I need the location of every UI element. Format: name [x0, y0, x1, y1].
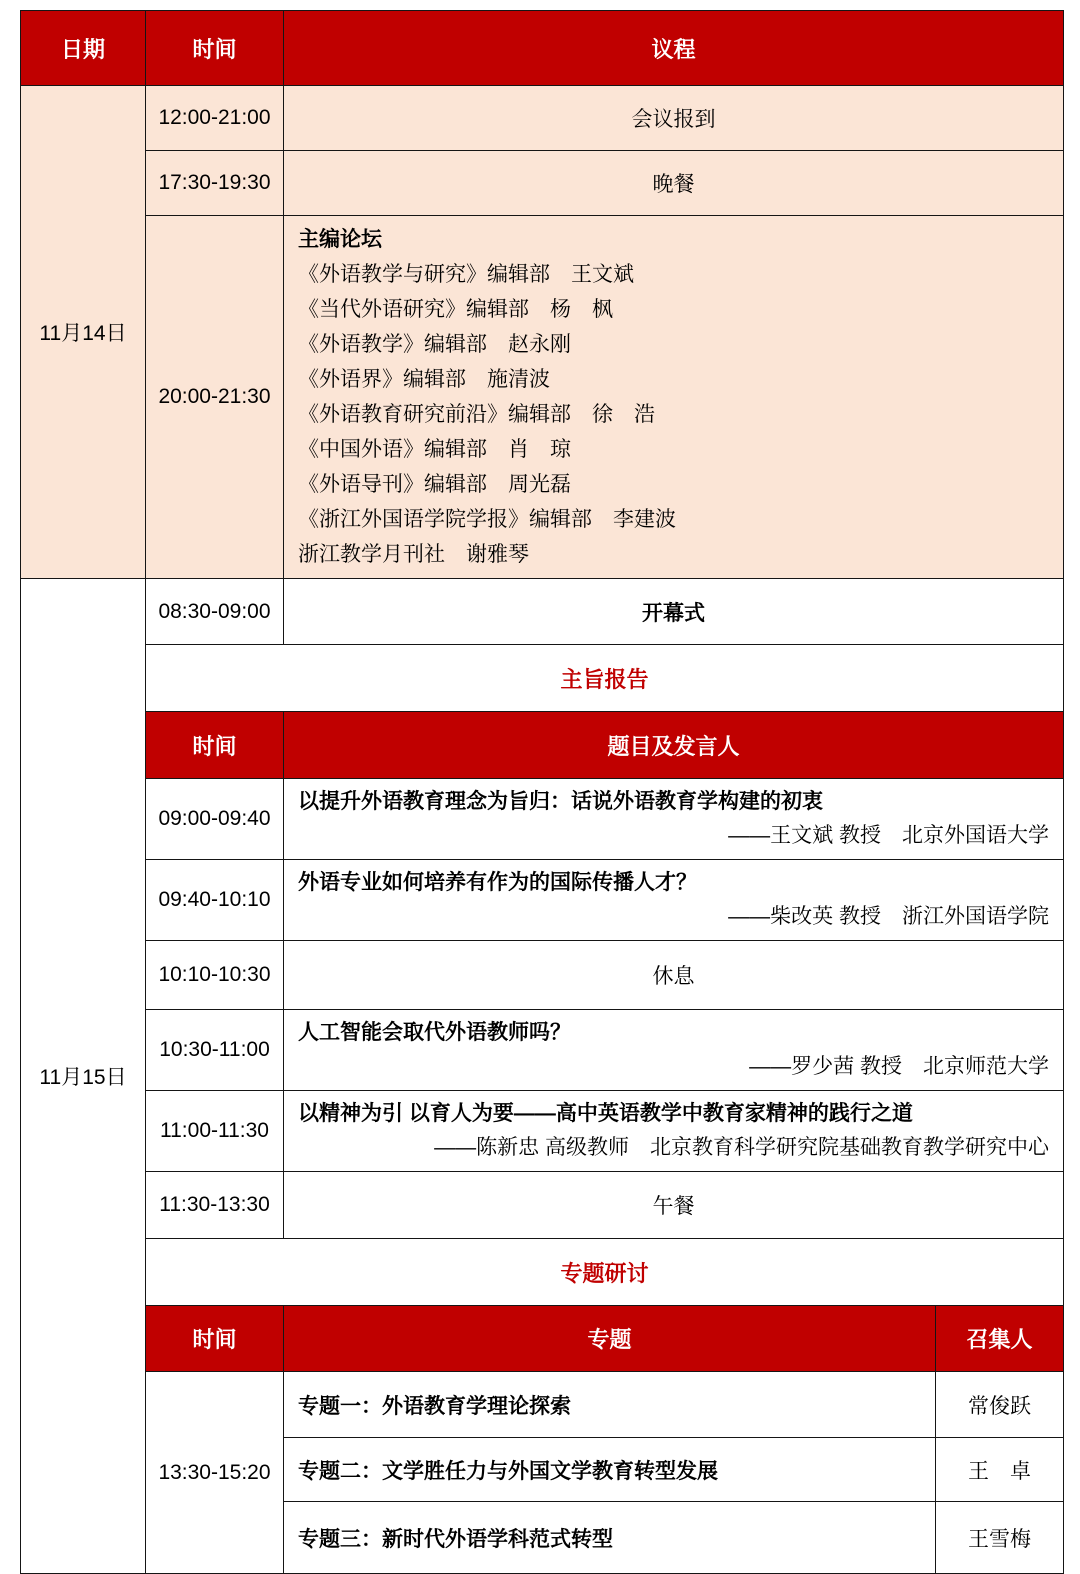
keynote-speaker: ——柴改英 教授 浙江外国语学院 [728, 905, 1050, 928]
editors-forum-row [21, 216, 1064, 579]
header-time-cell: 时间 [146, 11, 284, 86]
forum-line: 《外语教育研究前沿》编辑部 徐 浩 [298, 403, 655, 426]
table-header-row [21, 11, 1064, 86]
conference-agenda-table [20, 10, 1064, 1574]
keynote-speaker: ——王文斌 教授 北京外国语大学 [728, 824, 1050, 847]
keynote-row [21, 860, 1064, 941]
forum-line: 《外语界》编辑部 施清波 [298, 368, 550, 391]
keynote-time-cell: 09:40-10:10 [146, 860, 284, 941]
keynote-title: 外语专业如何培养有作为的国际传播人才？ [298, 871, 697, 894]
lunch-row [21, 1172, 1064, 1239]
seminar-convener-cell: 常俊跃 [936, 1372, 1064, 1438]
seminar-topic-cell: 专题二：文学胜任力与外国文学教育转型发展 [284, 1438, 936, 1502]
forum-line: 《中国外语》编辑部 肖 琼 [298, 438, 571, 461]
seminar-time-cell: 13:30-15:20 [146, 1372, 284, 1574]
seminar-header-row [21, 1306, 1064, 1372]
keynote-content-cell [284, 860, 1064, 941]
keynote-section-title: 主旨报告 [146, 645, 1064, 712]
seminar-section-row [21, 1239, 1064, 1306]
keynote-section-row [21, 645, 1064, 712]
keynote-header-topic-cell: 题目及发言人 [284, 712, 1064, 779]
keynote-time-cell: 10:30-11:00 [146, 1010, 284, 1091]
dinner-row [21, 151, 1064, 216]
keynote-title: 以精神为引 以育人为要——高中英语教学中教育家精神的践行之道 [298, 1102, 913, 1125]
break-row [21, 941, 1064, 1010]
keynote-title: 人工智能会取代外语教师吗？ [298, 1021, 571, 1044]
keynote-title: 以提升外语教育理念为旨归：话说外语教育学构建的初衷 [298, 790, 823, 813]
seminar-topic-cell: 专题三：新时代外语学科范式转型 [284, 1502, 936, 1574]
keynote-header-row [21, 712, 1064, 779]
keynote-content-cell [284, 779, 1064, 860]
forum-line: 《外语教学》编辑部 赵永刚 [298, 333, 571, 356]
forum-line: 《外语导刊》编辑部 周光磊 [298, 473, 571, 496]
keynote-content-cell [284, 1010, 1064, 1091]
opening-time-cell: 08:30-09:00 [146, 579, 284, 645]
forum-title: 主编论坛 [298, 228, 382, 251]
keynote-time-cell: 09:00-09:40 [146, 779, 284, 860]
forum-time-cell: 20:00-21:30 [146, 216, 284, 579]
keynote-row [21, 1091, 1064, 1172]
header-date-cell: 日期 [21, 11, 146, 86]
lunch-time-cell: 11:30-13:30 [146, 1172, 284, 1239]
forum-line: 《当代外语研究》编辑部 杨 枫 [298, 298, 613, 321]
seminar-topic-cell: 专题一：外语教育学理论探索 [284, 1372, 936, 1438]
keynote-row [21, 1010, 1064, 1091]
seminar-convener-cell: 王 卓 [936, 1438, 1064, 1502]
keynote-time-cell: 11:00-11:30 [146, 1091, 284, 1172]
seminar-row [21, 1372, 1064, 1438]
keynote-content-cell [284, 1091, 1064, 1172]
registration-time-cell: 12:00-21:00 [146, 86, 284, 151]
break-time-cell: 10:10-10:30 [146, 941, 284, 1010]
registration-row [21, 86, 1064, 151]
forum-line: 《浙江外国语学院学报》编辑部 李建波 [298, 508, 676, 531]
header-agenda-cell: 议程 [284, 11, 1064, 86]
seminar-header-topic-cell: 专题 [284, 1306, 936, 1372]
dinner-content-cell: 晚餐 [284, 151, 1064, 216]
forum-line: 浙江教学月刊社 谢雅琴 [298, 543, 529, 566]
forum-content-cell [284, 216, 1064, 579]
opening-row [21, 579, 1064, 645]
registration-content-cell: 会议报到 [284, 86, 1064, 151]
day1-date-cell: 11月14日 [21, 86, 146, 579]
break-content-cell: 休息 [284, 941, 1064, 1010]
lunch-content-cell: 午餐 [284, 1172, 1064, 1239]
keynote-row [21, 779, 1064, 860]
seminar-convener-cell: 王雪梅 [936, 1502, 1064, 1574]
keynote-speaker: ——罗少茜 教授 北京师范大学 [749, 1055, 1050, 1078]
day2-date-cell: 11月15日 [21, 579, 146, 1574]
seminar-section-title: 专题研讨 [146, 1239, 1064, 1306]
keynote-header-time-cell: 时间 [146, 712, 284, 779]
seminar-header-convener-cell: 召集人 [936, 1306, 1064, 1372]
dinner-time-cell: 17:30-19:30 [146, 151, 284, 216]
seminar-header-time-cell: 时间 [146, 1306, 284, 1372]
forum-line: 《外语教学与研究》编辑部 王文斌 [298, 263, 634, 286]
keynote-speaker: ——陈新忠 高级教师 北京教育科学研究院基础教育教学研究中心 [434, 1136, 1050, 1159]
opening-content-cell: 开幕式 [284, 579, 1064, 645]
